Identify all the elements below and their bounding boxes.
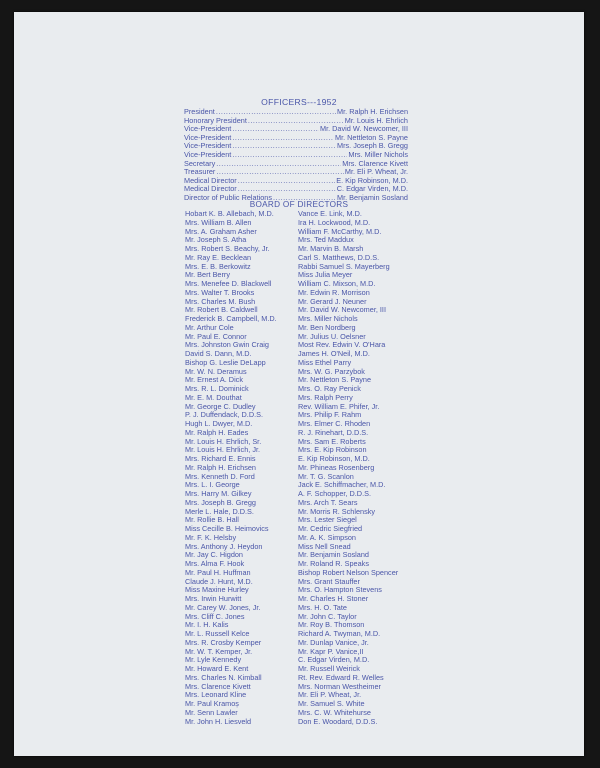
board-member: Mr. Carey W. Jones, Jr. bbox=[185, 602, 261, 612]
leader-dots bbox=[216, 160, 341, 169]
board-member: Mrs. Anthony J. Heydon bbox=[185, 541, 263, 551]
officer-role: Vice-President bbox=[184, 149, 232, 159]
board-member: Mrs. Menefee D. Blackwell bbox=[185, 279, 272, 288]
board-member: Rabbi Samuel S. Mayerberg bbox=[298, 261, 390, 271]
board-member: Mr. Ernest A. Dick bbox=[185, 375, 243, 385]
board-member: Mrs. Alma F. Hook bbox=[185, 559, 245, 568]
board-member: Mr. Lyle Kennedy bbox=[185, 655, 242, 665]
board-member: Mrs. Ted Maddux bbox=[298, 235, 354, 245]
board-member: Mr. John C. Taylor bbox=[298, 611, 357, 621]
board-member: Mr. W. T. Kemper, Jr. bbox=[185, 646, 253, 656]
officer-name: Mr. Louis H. Ehrlich bbox=[344, 115, 408, 125]
officers-list bbox=[184, 108, 408, 203]
board-member: Hugh L. Dwyer, M.D. bbox=[185, 419, 253, 428]
board-member: Mrs. Philip F. Rahm bbox=[298, 410, 362, 420]
board-member: Mrs. Norman Westheimer bbox=[298, 681, 381, 691]
board-member: Mrs. Charles M. Bush bbox=[185, 296, 256, 306]
board-member: Mr. Ray E. Becklean bbox=[185, 252, 252, 262]
board-member: Mr. Bert Berry bbox=[185, 270, 231, 280]
board-member: Frederick B. Campbell, M.D. bbox=[185, 314, 277, 323]
board-member: Mr. Rollie B. Hall bbox=[185, 515, 239, 525]
board-member: Miss Cecille B. Heimovics bbox=[185, 524, 269, 533]
board-member: Ira H. Lockwood, M.D. bbox=[298, 217, 371, 227]
officer-name: Mr. David W. Newcomer, III bbox=[320, 124, 408, 134]
board-member: Bishop Robert Nelson Spencer bbox=[298, 567, 399, 577]
board-member: Mr. Dunlap Vanice, Jr. bbox=[298, 637, 369, 647]
board-member: Mrs. L. I. George bbox=[185, 480, 240, 490]
board-member: Mr. W. N. Deramus bbox=[185, 366, 247, 376]
board-member: William F. McCarthy, M.D. bbox=[298, 226, 382, 236]
board-member: Mr. Edwin R. Morrison bbox=[298, 287, 370, 297]
board-member: Mrs. Ralph Perry bbox=[298, 392, 353, 402]
board-member: Mrs. Sam E. Roberts bbox=[298, 436, 366, 446]
board-member: Merle L. Hale, D.D.S. bbox=[185, 506, 254, 516]
board-member: Miss Julia Meyer bbox=[298, 270, 353, 280]
board-member: Mr. Eli P. Wheat, Jr. bbox=[298, 690, 362, 700]
board-member: Mr. Howard E. Kent bbox=[185, 664, 249, 673]
board-member: Hobart K. B. Allebach, M.D. bbox=[185, 209, 274, 218]
officer-role: Treasurer bbox=[184, 167, 216, 177]
board-member: Mr. Samuel S. White bbox=[298, 699, 365, 708]
board-member: Mr. Marvin B. Marsh bbox=[298, 244, 364, 253]
board-member: Mrs. Arch T. Sears bbox=[298, 497, 358, 507]
officer-name: Mrs. Miller Nichols bbox=[348, 149, 408, 159]
board-member: Mr. Roland R. Speaks bbox=[298, 559, 369, 568]
board-member: Mr. Ralph H. Eades bbox=[185, 427, 249, 437]
board-member: Mr. Senn Lawler bbox=[185, 707, 238, 717]
officer-name: Mr. Nettleton S. Payne bbox=[334, 132, 408, 142]
board-member: Mr. Paul H. Huffman bbox=[185, 567, 251, 577]
board-member: Most Rev. Edwin V. O'Hara bbox=[298, 340, 386, 350]
board-member: Mr. Benjamin Sosland bbox=[298, 550, 369, 560]
board-member: Mrs. Cliff C. Jones bbox=[185, 611, 245, 621]
board-member: Mr. John H. Liesveld bbox=[185, 716, 252, 726]
board-heading: BOARD OF DIRECTORS bbox=[249, 200, 349, 209]
leader-dots bbox=[238, 177, 335, 186]
officer-name: Mr. Ralph H. Erichsen bbox=[337, 107, 408, 116]
officers-heading: OFFICERS---1952 bbox=[261, 97, 337, 107]
board-member: Mrs. C. W. Whitehurse bbox=[298, 707, 371, 717]
board-member: Mr. Louis H. Ehrlich, Sr. bbox=[185, 436, 262, 446]
board-member: Mr. Joseph S. Atha bbox=[185, 235, 247, 245]
board-member: Rt. Rev. Edward R. Welles bbox=[298, 672, 384, 682]
board-member: Richard A. Twyman, M.D. bbox=[298, 629, 381, 638]
officer-role: Medical Director bbox=[184, 175, 237, 185]
board-member: Vance E. Link, M.D. bbox=[298, 209, 362, 218]
board-member: Don E. Woodard, D.D.S. bbox=[298, 716, 378, 726]
board-member: Bishop G. Leslie DeLapp bbox=[185, 357, 266, 367]
board-member: William C. Mixson, M.D. bbox=[298, 279, 376, 288]
board-member: Mr. Arthur Cole bbox=[185, 322, 234, 332]
board-member: Mr. Roy B. Thomson bbox=[298, 620, 365, 630]
board-member: Mrs. Charles N. Kimball bbox=[185, 672, 262, 682]
officer-name: Mr. Benjamin Sosland bbox=[337, 192, 408, 202]
officer-role: Director of Public Relations bbox=[184, 192, 273, 202]
board-member: Mr. Ralph H. Erichsen bbox=[185, 462, 256, 472]
board-member: James H. O'Neil, M.D. bbox=[298, 349, 370, 358]
board-member: Mrs. H. O. Tate bbox=[298, 602, 347, 612]
board-member: Mr. Jay C. Higdon bbox=[185, 550, 243, 560]
officer-name: E. Kip Robinson, M.D. bbox=[336, 175, 408, 185]
leader-dots bbox=[232, 151, 347, 160]
officer-name: Mrs. Joseph B. Gregg bbox=[337, 141, 408, 151]
board-member: Mrs. Harry M. Gilkey bbox=[185, 489, 252, 498]
board-member: Mrs. R. L. Dominick bbox=[185, 384, 249, 393]
officer-role: Medical Director bbox=[184, 184, 237, 194]
board-member: Mrs. A. Graham Asher bbox=[185, 226, 257, 236]
board-member: Mrs. Clarence Kivett bbox=[185, 681, 251, 691]
board-member: Mrs. William B. Allen bbox=[185, 217, 252, 227]
board-member: Mrs. Miller Nichols bbox=[298, 314, 358, 323]
board-member: Mr. Kapr P. Vanice,II bbox=[298, 646, 364, 656]
board-member: Mrs. O. Ray Penick bbox=[298, 384, 361, 393]
board-member: Miss Nell Snead bbox=[298, 541, 351, 551]
board-member: Jack E. Schiffmacher, M.D. bbox=[298, 480, 386, 490]
board-member: Mr. Julius U. Oelsner bbox=[298, 331, 366, 341]
officer-role: President bbox=[184, 107, 215, 116]
board-member: Carl S. Matthews, D.D.S. bbox=[298, 252, 380, 262]
leader-dots bbox=[232, 134, 334, 143]
board-member: Mr. Russell Weirick bbox=[298, 664, 360, 673]
board-member: Mrs. Joseph B. Gregg bbox=[185, 497, 256, 507]
board-member: Mr. Cedric Siegfried bbox=[298, 524, 363, 533]
board-member: Mrs. R. Crosby Kemper bbox=[185, 637, 262, 647]
board-member: Rev. William E. Phifer, Jr. bbox=[298, 401, 380, 411]
board-member: Claude J. Hunt, M.D. bbox=[185, 576, 253, 586]
board-member: Mr. Nettleton S. Payne bbox=[298, 375, 372, 385]
officer-role: Secretary bbox=[184, 158, 216, 168]
board-member: Mr. Morris R. Schlensky bbox=[298, 506, 376, 516]
board-right-column bbox=[298, 210, 398, 726]
board-member: Mr. Paul E. Connor bbox=[185, 331, 247, 341]
board-member: Mr. Gerard J. Neuner bbox=[298, 296, 367, 306]
board-member: David S. Dann, M.D. bbox=[185, 349, 252, 358]
board-member: Mr. Ben Nordberg bbox=[298, 322, 356, 332]
board-member: Mr. I. H. Kalis bbox=[185, 620, 229, 630]
officer-role: Vice-President bbox=[184, 132, 232, 142]
board-member: Mr. T. G. Scanlon bbox=[298, 471, 354, 481]
board-member: Miss Ethel Parry bbox=[298, 357, 352, 367]
board-member: Mr. George C. Dudley bbox=[185, 401, 256, 411]
board-member: Mrs. Elmer C. Rhoden bbox=[298, 419, 371, 428]
board-member: Mrs. O. Hampton Stevens bbox=[298, 585, 382, 595]
board-member: Mrs. Robert S. Beachy, Jr. bbox=[185, 244, 270, 253]
board-member: Miss Maxine Hurley bbox=[185, 585, 249, 595]
board-member: Mrs. E. Kip Robinson bbox=[298, 445, 367, 455]
board-member: Mrs. Grant Stauffer bbox=[298, 576, 360, 586]
board-member: Mr. Robert B. Caldwell bbox=[185, 305, 258, 315]
leader-dots bbox=[232, 142, 336, 151]
board-member: P. J. Duffendack, D.D.S. bbox=[185, 410, 264, 420]
board-member: Mrs. Irwin Hurwitt bbox=[185, 594, 242, 603]
board-member: Mrs. Leonard Kline bbox=[185, 690, 247, 700]
board-member: Mr. Paul Kramoș bbox=[185, 699, 239, 708]
board-member: A. F. Schopper, D.D.S. bbox=[298, 489, 372, 498]
board-member: E. Kip Robinson, M.D. bbox=[298, 454, 370, 463]
board-member: Mr. L. Russell Kelce bbox=[185, 629, 250, 638]
board-member: Mr. Louis H. Ehrlich, Jr. bbox=[185, 445, 261, 455]
board-member: Mrs. Lester Siegel bbox=[298, 515, 357, 525]
board-member: Mr. David W. Newcomer, III bbox=[298, 305, 386, 315]
officer-role: Vice-President bbox=[184, 141, 232, 151]
officer-name: Mrs. Clarence Kivett bbox=[342, 158, 408, 168]
board-member: R. J. Rinehart, D.D.S. bbox=[298, 427, 369, 437]
board-member: C. Edgar Virden, M.D. bbox=[298, 655, 370, 665]
board-member: Mrs. Walter T. Brooks bbox=[185, 287, 255, 297]
board-member: Mrs. W. G. Parzybok bbox=[298, 366, 365, 376]
document-page bbox=[14, 12, 584, 756]
officer-name: Mr. Eli P. Wheat, Jr. bbox=[344, 167, 408, 177]
board-left-column bbox=[185, 210, 277, 726]
board-member: Mr. E. M. Douthat bbox=[185, 392, 242, 402]
leader-dots bbox=[232, 125, 319, 134]
board-member: Mrs. Johnston Gwin Craig bbox=[185, 340, 269, 350]
board-member: Mr. Phineas Rosenberg bbox=[298, 462, 375, 472]
officer-name: C. Edgar Virden, M.D. bbox=[336, 184, 408, 194]
board-member: Mrs. Kenneth D. Ford bbox=[185, 471, 255, 481]
board-member: Mrs. Richard E. Ennis bbox=[185, 454, 256, 463]
board-member: Mrs. E. B. Berkowitz bbox=[185, 261, 251, 271]
board-member: Mr. F. K. Helsby bbox=[185, 532, 237, 542]
board-member: Mr. A. K. Simpson bbox=[298, 532, 356, 542]
board-member: Mr. Charles H. Stoner bbox=[298, 594, 369, 603]
officer-role: Vice-President bbox=[184, 124, 232, 134]
officer-role: Honorary President bbox=[184, 115, 247, 125]
